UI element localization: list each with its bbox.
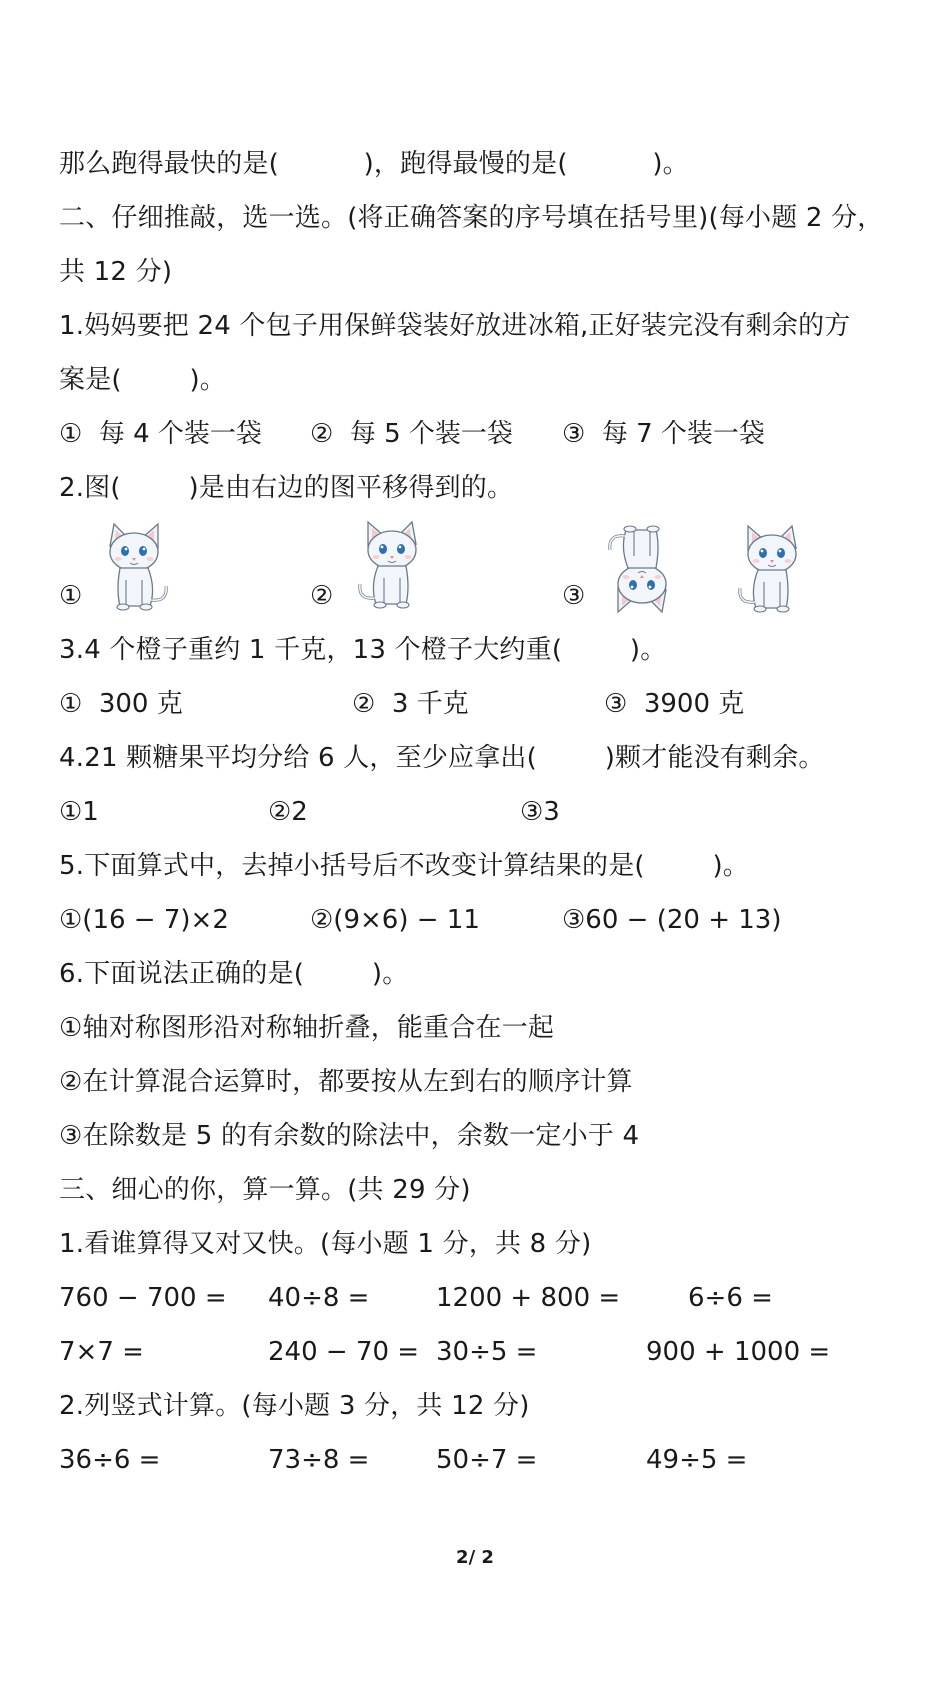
q1-option-3: ③ 每 7 个装一袋 <box>562 419 765 449</box>
section-3-question-1: 1.看谁算得又对又快。(每小题 1 分，共 8 分) <box>59 1229 592 1259</box>
calc-item: 6÷6 = <box>688 1283 773 1313</box>
q5-option-3: ③60 − (20 + 13) <box>562 905 782 935</box>
question-1-cont: 案是( )。 <box>59 365 227 395</box>
question-4: 4.21 颗糖果平均分给 6 人，至少应拿出( )颗才能没有剩余。 <box>59 743 825 773</box>
section-3-heading: 三、细心的你，算一算。(共 29 分) <box>59 1175 471 1205</box>
calc-item: 760 − 700 = <box>59 1283 227 1313</box>
q5-option-2: ②(9×6) − 11 <box>310 905 480 935</box>
q3-option-1: ① 300 克 <box>59 689 183 719</box>
q2-option-2: ② <box>310 581 334 611</box>
q3-option-2: ② 3 千克 <box>352 689 469 719</box>
line-fastest-slowest: 那么跑得最快的是( )，跑得最慢的是( )。 <box>59 149 689 179</box>
section-2-heading-cont: 共 12 分) <box>59 257 173 287</box>
q1-option-1: ① 每 4 个装一袋 <box>59 419 262 449</box>
q5-option-1: ①(16 − 7)×2 <box>59 905 229 935</box>
calc-item: 7×7 = <box>59 1337 144 1367</box>
section-2-heading: 二、仔细推敲，选一选。(将正确答案的序号填在括号里)(每小题 2 分， <box>59 203 884 233</box>
cat-image-1 <box>96 520 176 614</box>
cat-image-3-rotated <box>600 522 680 616</box>
calc-item: 40÷8 = <box>268 1283 370 1313</box>
q2-option-3: ③ <box>562 581 586 611</box>
vertical-calc-item: 49÷5 = <box>646 1445 748 1475</box>
question-1: 1.妈妈要把 24 个包子用保鲜袋装好放进冰箱,正好装完没有剩余的方 <box>59 311 851 341</box>
question-2: 2.图( )是由右边的图平移得到的。 <box>59 473 514 503</box>
q1-option-2: ② 每 5 个装一袋 <box>310 419 513 449</box>
q3-option-3: ③ 3900 克 <box>604 689 745 719</box>
q6-option-2: ②在计算混合运算时，都要按从左到右的顺序计算 <box>59 1067 633 1097</box>
question-5: 5.下面算式中，去掉小括号后不改变计算结果的是( )。 <box>59 851 750 881</box>
q4-option-3: ③3 <box>520 797 560 827</box>
q2-option-1: ① <box>59 581 83 611</box>
page-number: 2/ 2 <box>456 1547 494 1568</box>
vertical-calc-item: 50÷7 = <box>436 1445 538 1475</box>
vertical-calc-item: 36÷6 = <box>59 1445 161 1475</box>
question-3: 3.4 个橙子重约 1 千克，13 个橙子大约重( )。 <box>59 635 667 665</box>
q4-option-2: ②2 <box>268 797 308 827</box>
section-3-question-2: 2.列竖式计算。(每小题 3 分，共 12 分) <box>59 1391 530 1421</box>
cat-image-2-mirrored <box>350 518 430 612</box>
calc-item: 1200 + 800 = <box>436 1283 621 1313</box>
calc-item: 240 − 70 = <box>268 1337 420 1367</box>
q6-option-3: ③在除数是 5 的有余数的除法中，余数一定小于 4 <box>59 1121 640 1151</box>
cat-image-reference <box>730 522 810 616</box>
vertical-calc-item: 73÷8 = <box>268 1445 370 1475</box>
q6-option-1: ①轴对称图形沿对称轴折叠，能重合在一起 <box>59 1013 555 1043</box>
question-6: 6.下面说法正确的是( )。 <box>59 959 409 989</box>
calc-item: 900 + 1000 = <box>646 1337 831 1367</box>
q4-option-1: ①1 <box>59 797 99 827</box>
calc-item: 30÷5 = <box>436 1337 538 1367</box>
